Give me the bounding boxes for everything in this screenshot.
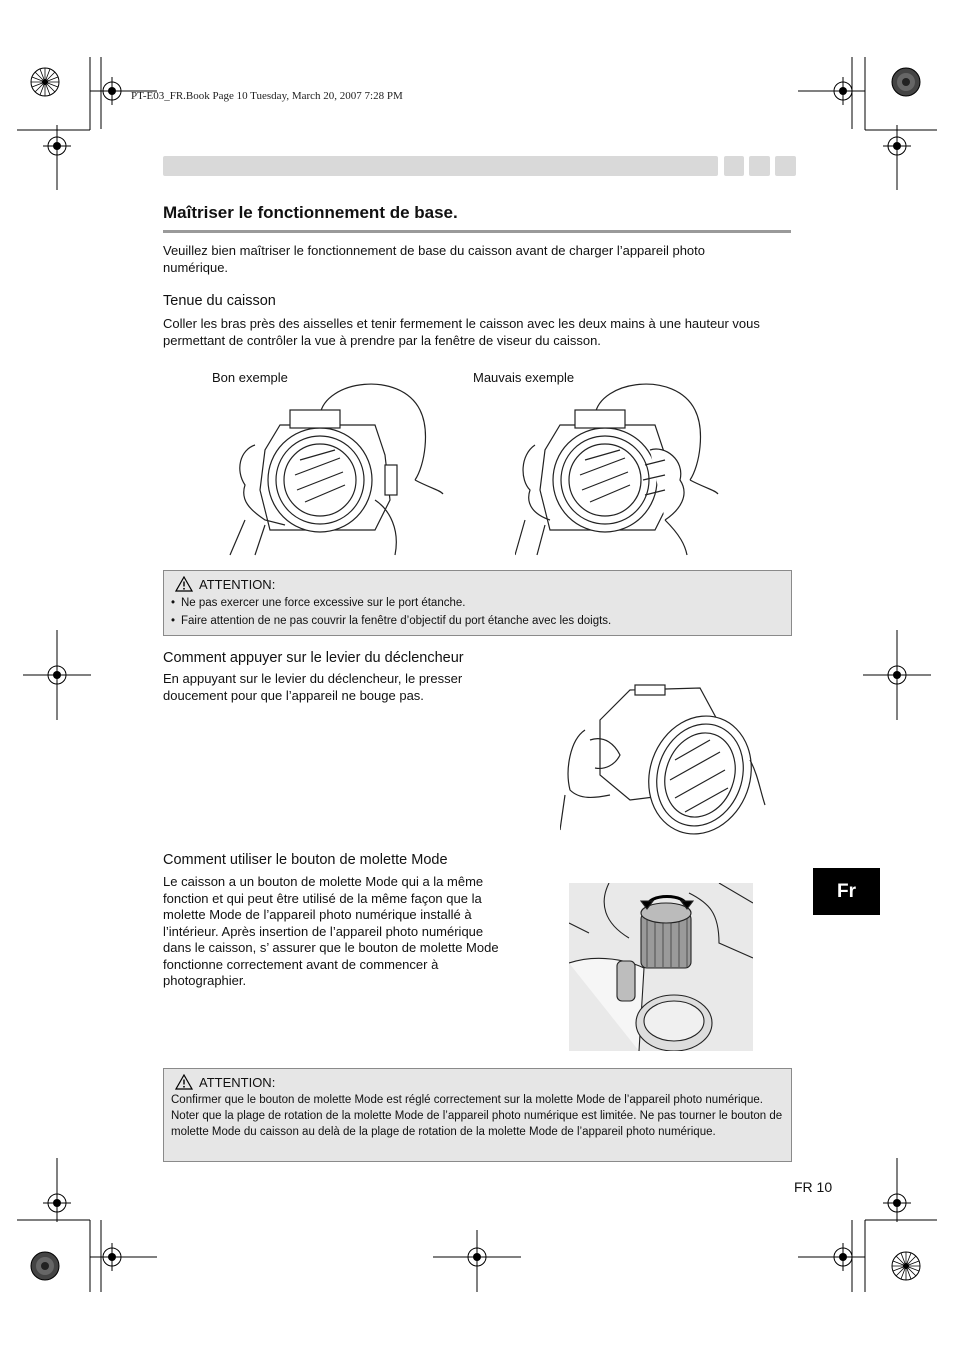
mode-dial-illustration (569, 883, 753, 1051)
warning-triangle-icon (175, 1074, 193, 1090)
intro-text: Veuillez bien maîtriser le fonctionnement de base du caisson avant de charger l’appareil photo numérique. (163, 243, 706, 275)
good-example-illustration (225, 370, 445, 560)
header-bar (163, 156, 718, 176)
shutter-lever-illustration (560, 680, 770, 840)
bad-example-illustration (515, 370, 725, 560)
page-number: FR 10 (794, 1179, 833, 1195)
mode-dial-heading: Comment utiliser le bouton de molette Mode (163, 852, 448, 868)
mode-dial-text: Le caisson a un bouton de molette Mode qui a la même fonction et qui peut être utilisé de la même façon que la molette Mode de l’appareil photo numérique installé à l’intérieur. Après insertion de l’appareil photo numérique dans le caisson, s’ assurer que le bouton de molette Mode fonctionne correctement avant de commencer à photographier. (163, 874, 499, 988)
title-rule (163, 230, 791, 233)
attention-1-list (171, 595, 781, 629)
warning-triangle-icon (175, 576, 193, 592)
attention-2-text: Confirmer que le bouton de molette Mode est réglé correctement sur la molette Mode de l’appareil photo numérique. Noter que la plage de rotation de la molette Mode de l’appareil photo numérique est limitée. Ne pas tourner le bouton de molette Mode du caisson au delà de la plage de rotation de la molette Mode de l’appareil photo numérique. (171, 1094, 783, 1138)
shutter-text: En appuyant sur le levier du déclencheur, le presser doucement pour que l’appareil ne bouge pas. (163, 671, 463, 703)
header-bar-block-3 (775, 156, 796, 176)
attention-2-title-row (175, 1074, 275, 1090)
section-title: Maîtriser le fonctionnement de base. (163, 203, 458, 222)
header-bar-block-2 (749, 156, 770, 176)
good-example-caption: Bon exemple (212, 370, 288, 385)
attention-2-title: ATTENTION: (199, 1074, 276, 1090)
shutter-heading: Comment appuyer sur le levier du déclencheur (163, 650, 464, 666)
attention-1-title-row (175, 576, 275, 592)
language-tab: Fr (813, 868, 880, 915)
bad-example-caption: Mauvais exemple (473, 370, 575, 385)
holding-heading: Tenue du caisson (163, 293, 276, 309)
attention-1-item: • Ne pas exercer une force excessive sur le port étanche. (171, 595, 781, 611)
attention-box-2 (163, 1068, 792, 1162)
attention-1-title: ATTENTION: (199, 576, 276, 592)
book-info-header: PT-E03_FR.Book Page 10 Tuesday, March 20, 2007 7:28 PM (131, 90, 403, 102)
header-bar-block-1 (724, 156, 744, 176)
holding-text: Coller les bras près des aisselles et tenir fermement le caisson avec les deux mains à une hauteur vous permettant de contrôler la vue à prendre par la fenêtre de viseur du caisson. (163, 316, 760, 348)
attention-box-1 (163, 570, 792, 636)
attention-1-item: • Faire attention de ne pas couvrir la fenêtre d’objectif du port étanche avec les doigts. (171, 613, 781, 629)
